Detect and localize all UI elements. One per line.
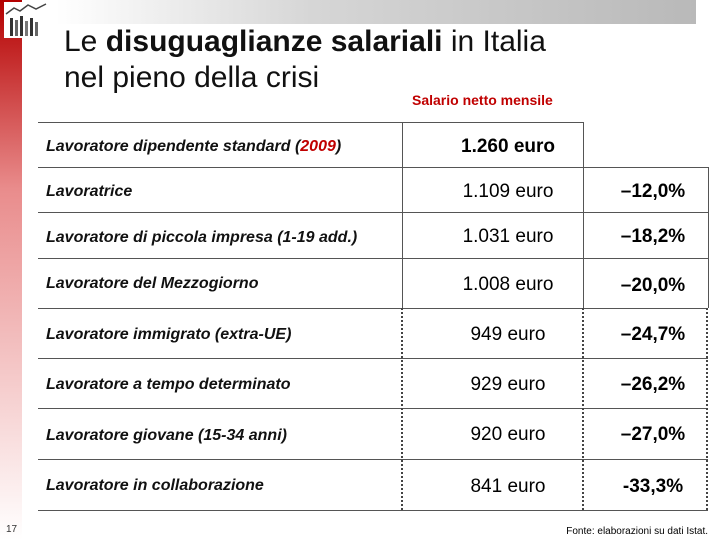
table-row bbox=[38, 122, 708, 167]
page-number: 17 bbox=[6, 524, 18, 535]
row-change: –12,0% bbox=[620, 181, 686, 202]
row-change: –20,0% bbox=[620, 275, 686, 296]
page-title bbox=[64, 24, 546, 96]
side-gradient-bar bbox=[0, 0, 22, 540]
row-label: Lavoratore giovane (15-34 anni) bbox=[46, 427, 287, 444]
row-salary: 929 euro bbox=[470, 374, 546, 395]
table-row bbox=[38, 258, 708, 308]
table-line bbox=[38, 510, 708, 511]
row-label bbox=[46, 138, 341, 156]
source-note: Fonte: elaborazioni su dati Istat. bbox=[566, 526, 708, 537]
top-band bbox=[56, 0, 696, 24]
title-bold: disuguaglianze salariali bbox=[105, 25, 443, 58]
row-change: –26,2% bbox=[620, 374, 686, 395]
row-salary: 841 euro bbox=[470, 476, 546, 497]
row-change: -33,3% bbox=[622, 476, 684, 497]
table-row bbox=[38, 212, 708, 258]
row-salary: 920 euro bbox=[470, 424, 546, 445]
row-label-text: Lavoratore dipendente standard ( bbox=[46, 138, 301, 155]
table-row bbox=[38, 459, 708, 510]
row-label: Lavoratrice bbox=[46, 183, 133, 200]
column-header: Salario netto mensile bbox=[412, 92, 553, 108]
row-salary: 1.260 euro bbox=[461, 136, 555, 157]
row-label-year: 2009 bbox=[300, 138, 336, 155]
title-post: in Italia bbox=[442, 25, 546, 58]
row-salary: 1.109 euro bbox=[462, 181, 554, 202]
row-label: Lavoratore del Mezzogiorno bbox=[46, 275, 259, 292]
row-label: Lavoratore di piccola impresa (1-19 add.) bbox=[46, 229, 358, 246]
table-row bbox=[38, 358, 708, 408]
row-label: Lavoratore a tempo determinato bbox=[46, 376, 291, 393]
row-change: –18,2% bbox=[620, 226, 686, 247]
row-salary: 1.031 euro bbox=[462, 226, 554, 247]
table-row bbox=[38, 408, 708, 459]
row-change: –24,7% bbox=[620, 324, 686, 345]
row-salary: 1.008 euro bbox=[462, 274, 554, 295]
title-pre: Le bbox=[64, 25, 106, 58]
title-line2: nel pieno della crisi bbox=[64, 61, 320, 94]
row-label: Lavoratore in collaborazione bbox=[46, 477, 264, 494]
row-label: Lavoratore immigrato (extra-UE) bbox=[46, 326, 292, 343]
table-row bbox=[38, 167, 708, 212]
row-label-close: ) bbox=[335, 138, 342, 155]
table-vline bbox=[708, 167, 709, 308]
logo-icon bbox=[4, 2, 48, 38]
table-row bbox=[38, 308, 708, 358]
row-change: –27,0% bbox=[620, 424, 686, 445]
row-salary: 949 euro bbox=[470, 324, 546, 345]
